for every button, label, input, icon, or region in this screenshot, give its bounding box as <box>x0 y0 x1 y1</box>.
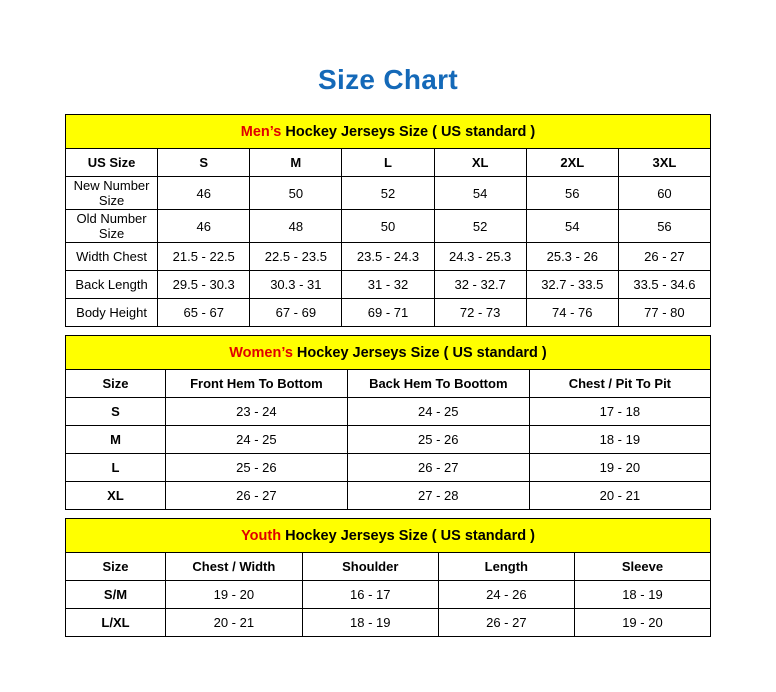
size-chart-tables <box>65 114 711 637</box>
womens-col-1: Front Hem To Bottom <box>165 370 347 398</box>
youth-row-1-val-0: 20 - 21 <box>165 609 302 637</box>
womens-row-3-val-0: 26 - 27 <box>165 482 347 510</box>
mens-row-3-val-3: 32 - 32.7 <box>434 271 526 299</box>
womens-row-1-val-1: 25 - 26 <box>347 426 529 454</box>
womens-row-0-label: S <box>66 398 166 426</box>
mens-row-2-val-1: 22.5 - 23.5 <box>250 243 342 271</box>
womens-row-1-label: M <box>66 426 166 454</box>
mens-row-2-val-0: 21.5 - 22.5 <box>158 243 250 271</box>
table-row <box>66 426 711 454</box>
youth-row-1-val-1: 18 - 19 <box>302 609 438 637</box>
mens-size-table <box>65 114 711 327</box>
womens-row-1-val-2: 18 - 19 <box>529 426 710 454</box>
mens-row-3-val-2: 31 - 32 <box>342 271 434 299</box>
youth-col-2: Shoulder <box>302 553 438 581</box>
youth-row-1-label: L/XL <box>66 609 166 637</box>
womens-row-0-val-0: 23 - 24 <box>165 398 347 426</box>
mens-row-4-val-1: 67 - 69 <box>250 299 342 327</box>
mens-row-3-val-1: 30.3 - 31 <box>250 271 342 299</box>
mens-row-1-val-3: 52 <box>434 210 526 243</box>
mens-row-4-val-0: 65 - 67 <box>158 299 250 327</box>
mens-row-0-label: New Number Size <box>66 177 158 210</box>
mens-row-1-label: Old Number Size <box>66 210 158 243</box>
womens-col-2: Back Hem To Boottom <box>347 370 529 398</box>
youth-col-3: Length <box>438 553 574 581</box>
mens-row-0-val-4: 56 <box>526 177 618 210</box>
mens-row-2-val-5: 26 - 27 <box>618 243 710 271</box>
womens-col-0: Size <box>66 370 166 398</box>
womens-size-table <box>65 335 711 510</box>
youth-row-0-val-2: 24 - 26 <box>438 581 574 609</box>
mens-col-6: 3XL <box>618 149 710 177</box>
mens-row-3-val-5: 33.5 - 34.6 <box>618 271 710 299</box>
mens-row-4-val-5: 77 - 80 <box>618 299 710 327</box>
youth-section-heading <box>66 519 711 553</box>
mens-heading-highlight: Men’s <box>240 123 282 140</box>
mens-row-3-val-0: 29.5 - 30.3 <box>158 271 250 299</box>
youth-row-1-val-2: 26 - 27 <box>438 609 574 637</box>
mens-col-4: XL <box>434 149 526 177</box>
section-spacer-1 <box>65 327 711 335</box>
youth-column-header-row <box>66 553 711 581</box>
womens-row-3-val-1: 27 - 28 <box>347 482 529 510</box>
mens-row-0-val-2: 52 <box>342 177 434 210</box>
mens-section-heading <box>66 115 711 149</box>
mens-row-1-val-4: 54 <box>526 210 618 243</box>
mens-row-0-val-0: 46 <box>158 177 250 210</box>
mens-col-3: L <box>342 149 434 177</box>
mens-row-0-val-3: 54 <box>434 177 526 210</box>
womens-heading-cell <box>66 336 711 370</box>
page-title: Size Chart <box>318 64 458 95</box>
mens-row-2-val-4: 25.3 - 26 <box>526 243 618 271</box>
mens-col-1: S <box>158 149 250 177</box>
table-row <box>66 581 711 609</box>
youth-col-1: Chest / Width <box>165 553 302 581</box>
mens-col-0: US Size <box>66 149 158 177</box>
womens-row-1-val-0: 24 - 25 <box>165 426 347 454</box>
mens-row-4-val-3: 72 - 73 <box>434 299 526 327</box>
womens-row-3-label: XL <box>66 482 166 510</box>
youth-row-0-val-0: 19 - 20 <box>165 581 302 609</box>
table-row <box>66 609 711 637</box>
mens-row-0-val-5: 60 <box>618 177 710 210</box>
mens-row-2-label: Width Chest <box>66 243 158 271</box>
table-row <box>66 398 711 426</box>
mens-col-5: 2XL <box>526 149 618 177</box>
table-row <box>66 210 711 243</box>
youth-row-0-val-1: 16 - 17 <box>302 581 438 609</box>
mens-row-2-val-2: 23.5 - 24.3 <box>342 243 434 271</box>
womens-section-heading <box>66 336 711 370</box>
table-row <box>66 177 711 210</box>
youth-row-0-label: S/M <box>66 581 166 609</box>
mens-row-3-label: Back Length <box>66 271 158 299</box>
womens-row-0-val-1: 24 - 25 <box>347 398 529 426</box>
womens-row-2-val-0: 25 - 26 <box>165 454 347 482</box>
youth-row-1-val-3: 19 - 20 <box>574 609 710 637</box>
mens-row-0-val-1: 50 <box>250 177 342 210</box>
womens-heading-highlight: Women’s <box>229 344 293 361</box>
mens-row-4-label: Body Height <box>66 299 158 327</box>
womens-column-header-row <box>66 370 711 398</box>
youth-heading-highlight: Youth <box>241 527 282 544</box>
mens-row-1-val-5: 56 <box>618 210 710 243</box>
section-spacer-2 <box>65 510 711 518</box>
womens-heading-rest: Hockey Jerseys Size ( US standard ) <box>292 344 547 361</box>
mens-row-2-val-3: 24.3 - 25.3 <box>434 243 526 271</box>
youth-col-4: Sleeve <box>574 553 710 581</box>
mens-row-1-val-1: 48 <box>250 210 342 243</box>
womens-row-2-label: L <box>66 454 166 482</box>
mens-row-3-val-4: 32.7 - 33.5 <box>526 271 618 299</box>
youth-row-0-val-3: 18 - 19 <box>574 581 710 609</box>
mens-row-4-val-2: 69 - 71 <box>342 299 434 327</box>
womens-col-3: Chest / Pit To Pit <box>529 370 710 398</box>
youth-size-table <box>65 518 711 637</box>
table-row <box>66 454 711 482</box>
mens-row-4-val-4: 74 - 76 <box>526 299 618 327</box>
mens-col-2: M <box>250 149 342 177</box>
mens-row-1-val-0: 46 <box>158 210 250 243</box>
womens-row-2-val-1: 26 - 27 <box>347 454 529 482</box>
table-row <box>66 271 711 299</box>
mens-heading-rest: Hockey Jerseys Size ( US standard ) <box>281 123 536 140</box>
mens-heading-cell <box>66 115 711 149</box>
table-row <box>66 243 711 271</box>
womens-row-3-val-2: 20 - 21 <box>529 482 710 510</box>
youth-heading-cell <box>66 519 711 553</box>
womens-row-2-val-2: 19 - 20 <box>529 454 710 482</box>
table-row <box>66 299 711 327</box>
table-row <box>66 482 711 510</box>
mens-column-header-row <box>66 149 711 177</box>
youth-col-0: Size <box>66 553 166 581</box>
youth-heading-rest: Hockey Jerseys Size ( US standard ) <box>281 527 535 544</box>
womens-row-0-val-2: 17 - 18 <box>529 398 710 426</box>
mens-row-1-val-2: 50 <box>342 210 434 243</box>
